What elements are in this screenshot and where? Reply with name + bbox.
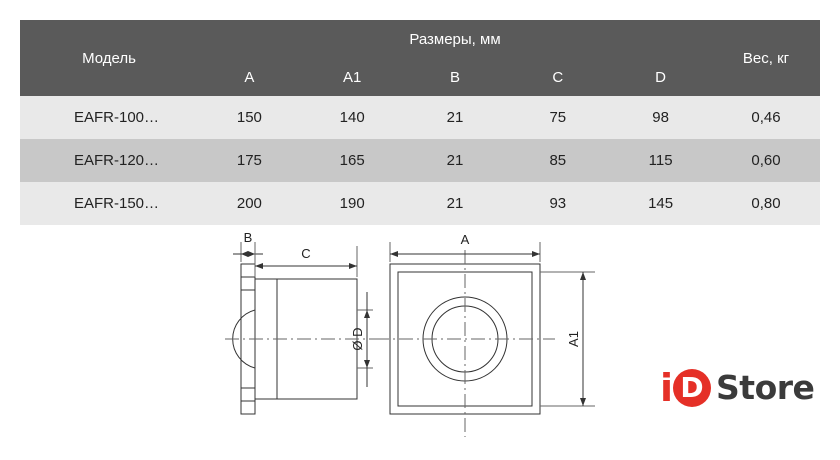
idstore-logo (660, 365, 815, 410)
dim-label-c: C (301, 246, 311, 261)
column-header-weight: Вес, кг (712, 20, 820, 96)
table-row (20, 139, 820, 182)
cell-weight: 0,46 (712, 96, 820, 139)
cell-c: 85 (506, 139, 609, 182)
cell-b: 21 (404, 139, 507, 182)
table-row (20, 96, 820, 139)
column-header-c: C (506, 58, 609, 96)
cell-d: 98 (609, 96, 712, 139)
cell-d: 115 (609, 139, 712, 182)
cell-d: 145 (609, 182, 712, 225)
cell-weight: 0,60 (712, 139, 820, 182)
cell-a: 175 (198, 139, 301, 182)
column-header-b: B (404, 58, 507, 96)
cell-weight: 0,80 (712, 182, 820, 225)
column-header-dimensions-group: Размеры, мм (198, 20, 712, 58)
cell-c: 93 (506, 182, 609, 225)
dim-label-a: A (460, 232, 470, 247)
column-header-a1: A1 (301, 58, 404, 96)
column-header-a: A (198, 58, 301, 96)
cell-a: 200 (198, 182, 301, 225)
cell-a1: 165 (301, 139, 404, 182)
technical-drawing (205, 232, 625, 447)
table-row (20, 182, 820, 225)
table-body (20, 96, 820, 225)
specifications-table (20, 20, 820, 225)
cell-a1: 190 (301, 182, 404, 225)
cell-b: 21 (404, 182, 507, 225)
cell-model: EAFR-100… (20, 96, 198, 139)
logo-word-store: Store (716, 368, 815, 407)
logo-letter-d: D (673, 369, 711, 407)
column-header-d: D (609, 58, 712, 96)
table-header (20, 20, 820, 96)
drawing-svg (205, 232, 625, 447)
cell-a: 150 (198, 96, 301, 139)
column-header-model: Модель (20, 20, 198, 96)
cell-a1: 140 (301, 96, 404, 139)
dim-label-d: Ø D (350, 327, 365, 351)
table-header-row-top (20, 20, 820, 58)
dim-label-a1: A1 (566, 331, 581, 347)
cell-model: EAFR-150… (20, 182, 198, 225)
cell-b: 21 (404, 96, 507, 139)
cell-model: EAFR-120… (20, 139, 198, 182)
dim-label-b: B (243, 232, 253, 245)
logo-letter-i: i (660, 365, 673, 410)
cell-c: 75 (506, 96, 609, 139)
